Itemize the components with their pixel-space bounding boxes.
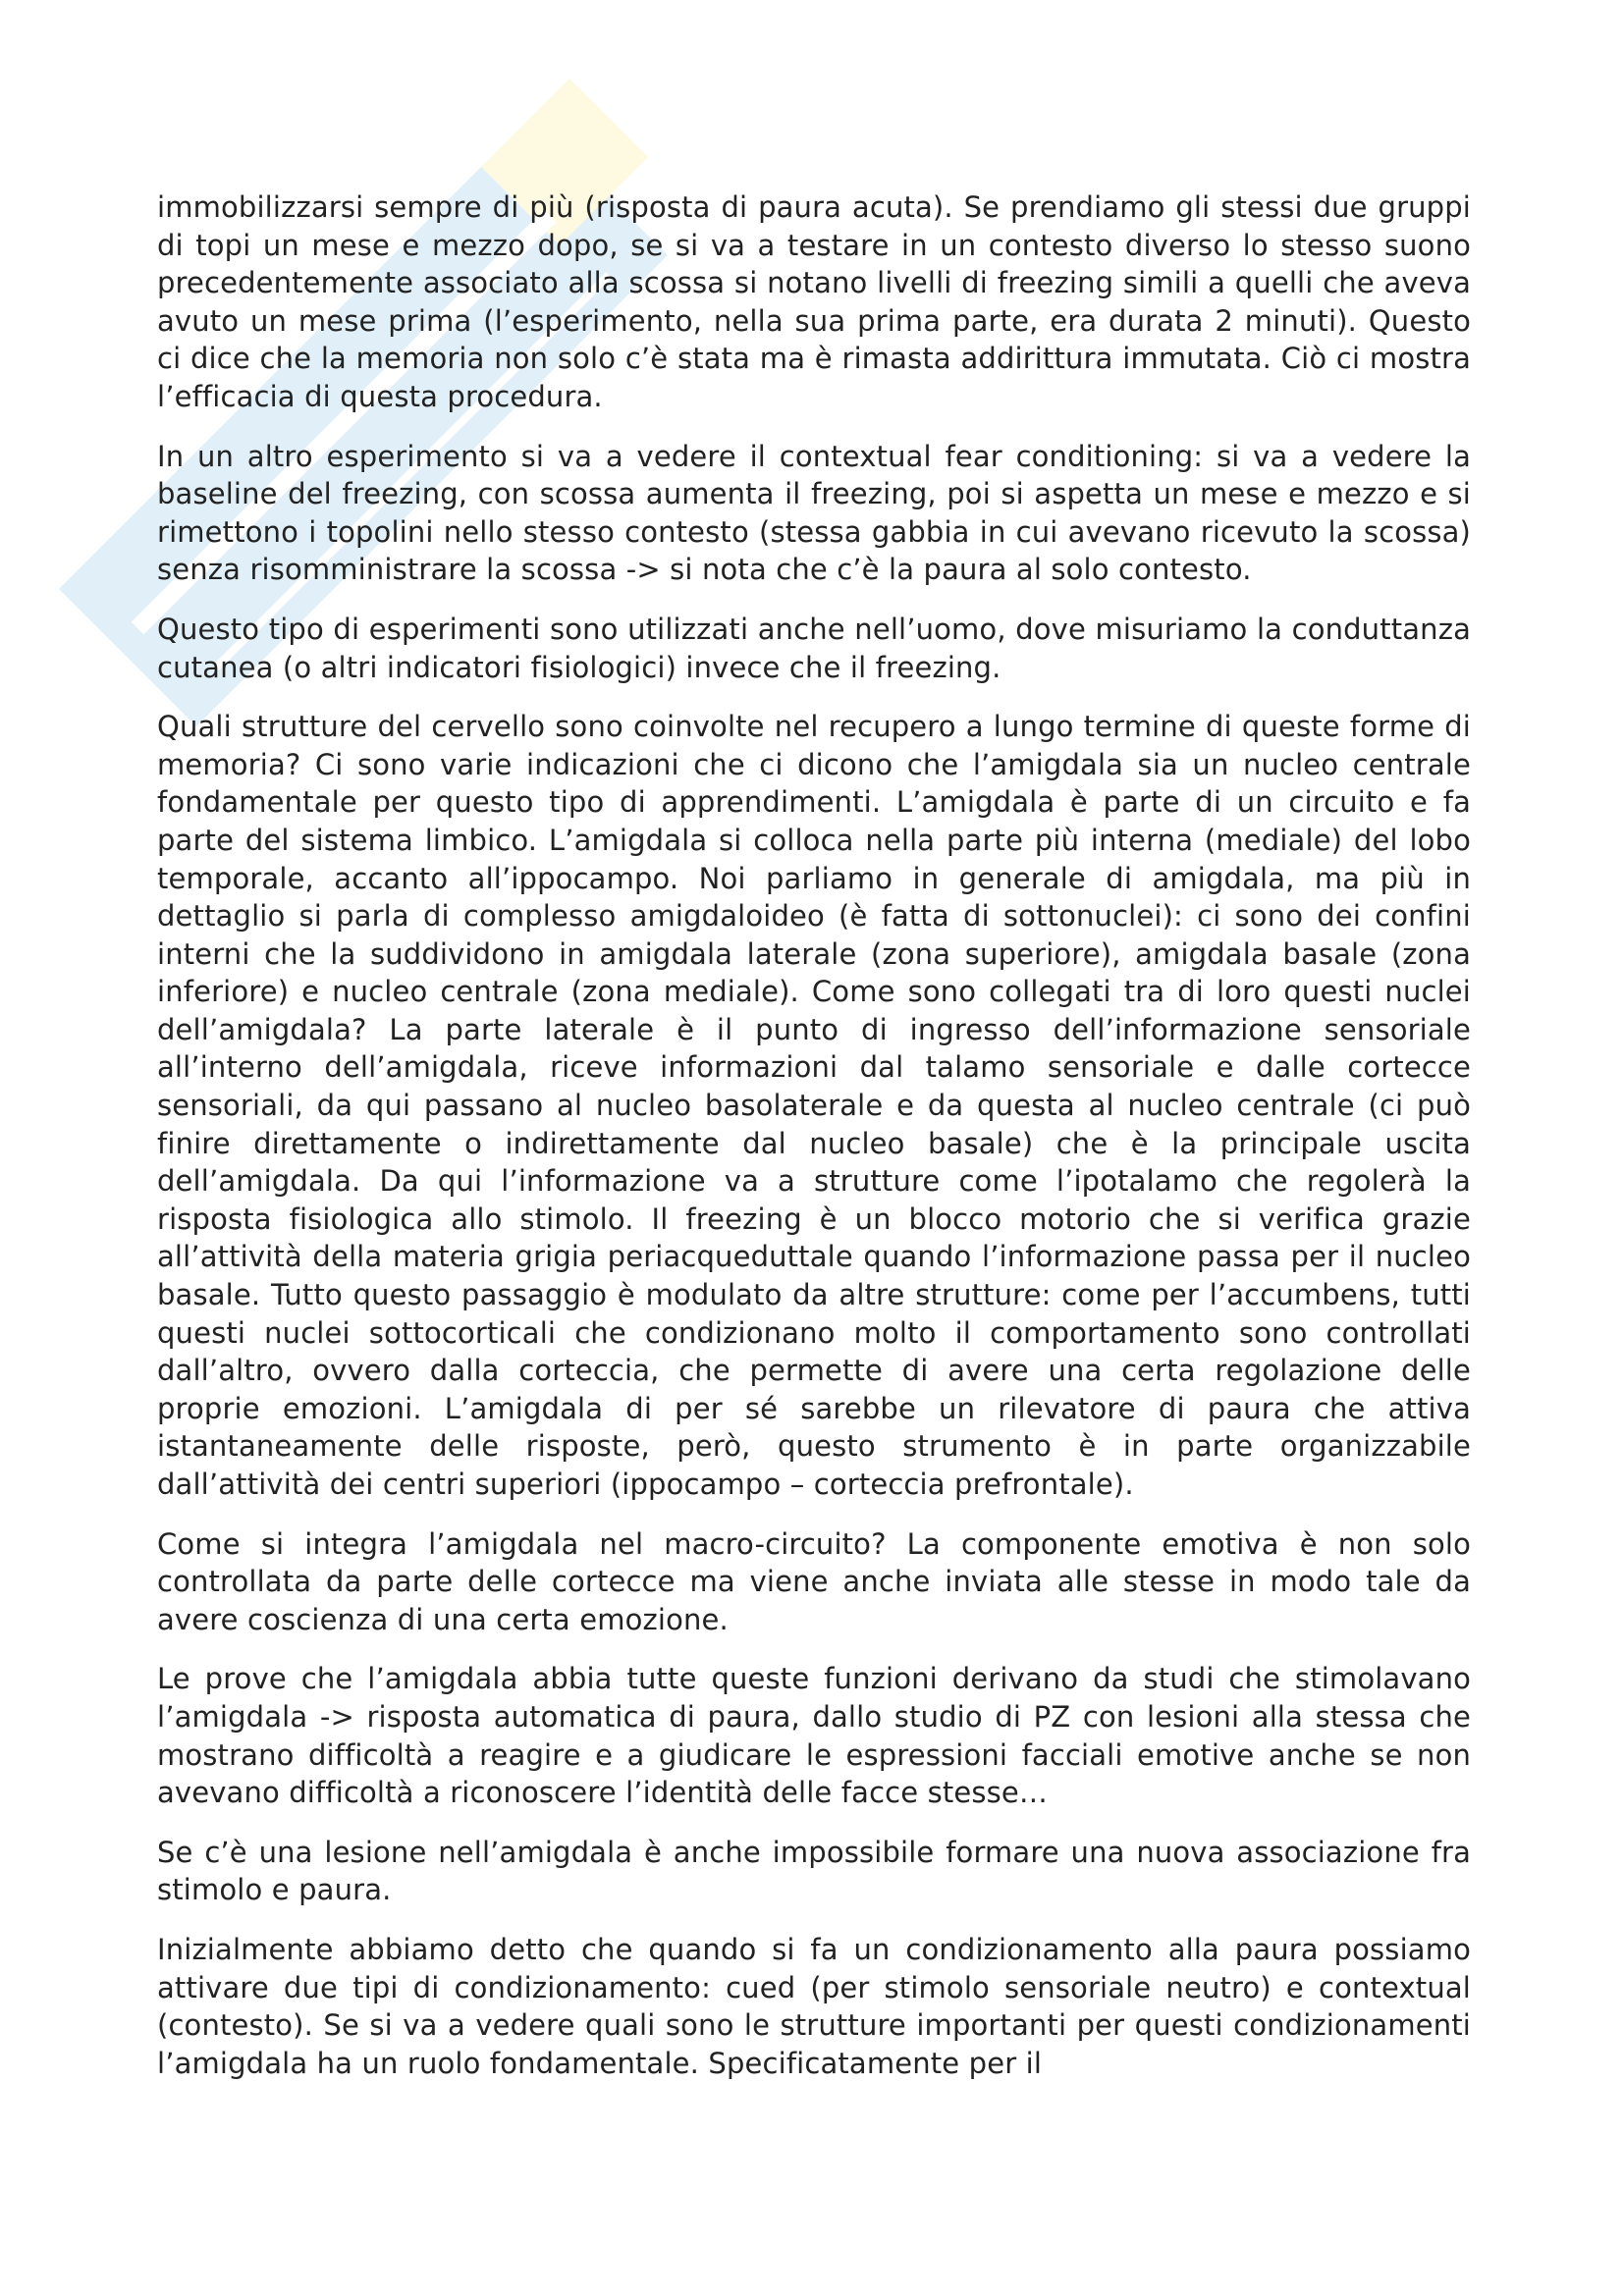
paragraph: In un altro esperimento si va a vedere il contextual fear conditioning: si va a vedere la baseline del freezing, con scossa aumenta il freezing, poi si aspetta un mese e mezzo e si rimettono i topolini nello stesso contesto (stessa gabbia in cui avevano ricevuto la scossa) senza risomministrare la scossa -> si nota che c’è la paura al solo contesto. (157, 439, 1471, 587)
document-body (157, 188, 1471, 2104)
paragraph: immobilizzarsi sempre di più (risposta di paura acuta). Se prendiamo gli stessi due gruppi di topi un mese e mezzo dopo, se si va a testare in un contesto diverso lo stesso suono precedentemente associato alla scossa si notano livelli di freezing simili a quelli che aveva avuto un mese prima (l’esperimento, nella sua prima parte, era durata 2 minuti). Questo ci dice che la memoria non solo c’è stata ma è rimasta addirittura immutata. Ciò ci mostra l’efficacia di questa procedura. (157, 190, 1471, 413)
paragraph: Inizialmente abbiamo detto che quando si fa un condizionamento alla paura possiamo attivare due tipi di condizionamento: cued (per stimolo sensoriale neutro) e contextual (contesto). Se si va a vedere quali sono le strutture importanti per questi condizionamenti l’amigdala ha un ruolo fondamentale. Specificatamente per il (157, 1932, 1471, 2080)
paragraph: Se c’è una lesione nell’amigdala è anche impossibile formare una nuova associazione fra stimolo e paura. (157, 1835, 1471, 1907)
paragraph: Questo tipo di esperimenti sono utilizzati anche nell’uomo, dove misuriamo la conduttanza cutanea (o altri indicatori fisiologici) invece che il freezing. (157, 612, 1471, 684)
paragraph: Le prove che l’amigdala abbia tutte queste funzioni derivano da studi che stimolavano l’amigdala -> risposta automatica di paura, dallo studio di PZ con lesioni alla stessa che mostrano difficoltà a reagire e a giudicare le espressioni facciali emotive anche se non avevano difficoltà a riconoscere l’identità delle facce stesse… (157, 1662, 1471, 1810)
paragraph: Quali strutture del cervello sono coinvolte nel recupero a lungo termine di queste forme di memoria? Ci sono varie indicazioni che ci dicono che l’amigdala sia un nucleo centrale fondamentale per questo tipo di apprendimenti. L’amigdala è parte di un circuito e fa parte del sistema limbico. L’amigdala si colloca nella parte più interna (mediale) del lobo temporale, accanto all’ippocampo. Noi parliamo in generale di amigdala, ma più in dettaglio si parla di complesso amigdaloideo (è fatta di sottonuclei): ci sono dei confini interni che la suddividono in amigdala laterale (zona superiore), amigdala basale (zona inferiore) e nucleo centrale (zona mediale). Come sono collegati tra di loro questi nuclei dell’amigdala? La parte laterale è il punto di ingresso dell’informazione sensoriale all’interno dell’amigdala, riceve informazioni dal talamo sensoriale e dalle cortecce sensoriali, da qui passano al nucleo basolaterale e da questa al nucleo centrale (ci può finire direttamente o indirettamente dal nucleo basale) che è la principale uscita dell’amigdala. Da qui l’informazione va a strutture come l’ipotalamo che regolerà la risposta fisiologica allo stimolo. Il freezing è un blocco motorio che si verifica grazie all’attività della materia grigia periacqueduttale quando l’informazione passa per il nucleo basale. Tutto questo passaggio è modulato da altre strutture: come per l’accumbens, tutti questi nuclei sottocorticali che condizionano molto il comportamento sono controllati dall’altro, ovvero dalla corteccia, che permette di avere una certa regolazione delle proprie emozioni. L’amigdala di per sé sarebbe un rilevatore di paura che attiva istantaneamente delle risposte, però, questo strumento è in parte organizzabile dall’attività dei centri superiori (ippocampo – corteccia prefrontale). (157, 710, 1471, 1501)
paragraph: Come si integra l’amigdala nel macro-circuito? La componente emotiva è non solo controllata da parte delle cortecce ma viene anche inviata alle stesse in modo tale da avere coscienza di una certa emozione. (157, 1526, 1471, 1636)
